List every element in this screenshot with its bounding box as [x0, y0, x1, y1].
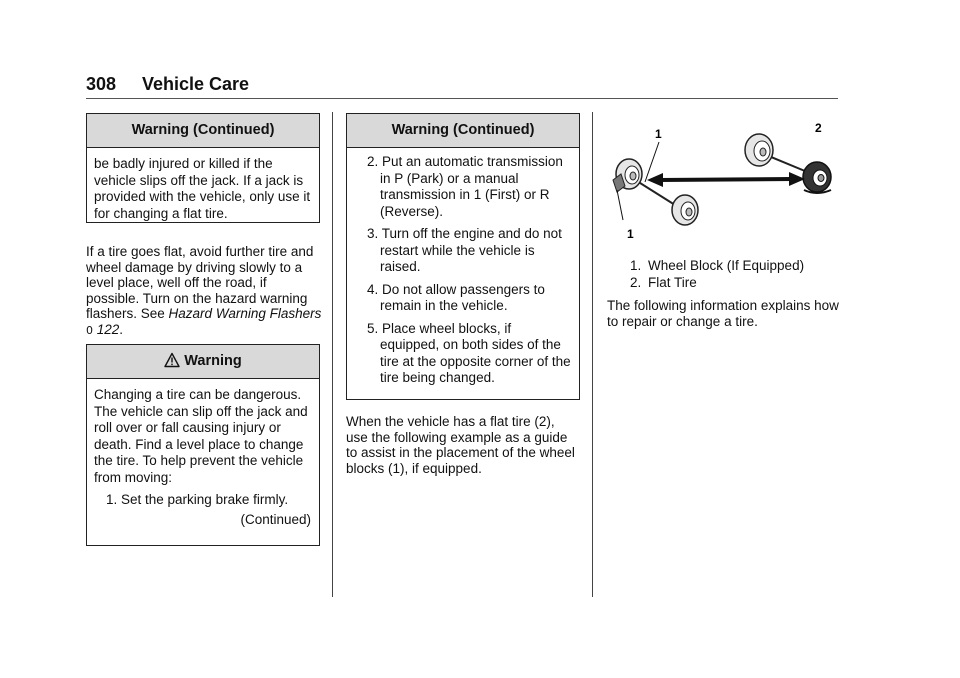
callout-2: 2	[815, 121, 822, 135]
page-number: 308	[86, 74, 117, 94]
warning-steps-list	[354, 154, 571, 387]
warning-continued-box-1	[86, 113, 320, 223]
page-header	[86, 72, 838, 99]
legend-label: Wheel Block (If Equipped)	[648, 258, 805, 273]
flat-tire-icon	[803, 162, 831, 193]
wheel-block-paragraph: When the vehicle has a flat tire (2), use the following example as a guide to assist in the placement of the wheel blocks (1), if equipped.	[346, 414, 575, 476]
legend-number: 1.	[630, 258, 642, 273]
hazard-flashers-link[interactable]: Hazard Warning Flashers	[168, 306, 322, 321]
caution-triangle-icon	[164, 352, 180, 368]
column-divider-1	[332, 112, 333, 597]
double-arrow-icon	[647, 172, 805, 187]
wheel-block-diagram	[607, 112, 839, 252]
warning-steps-body	[347, 148, 579, 399]
legend-item	[630, 275, 804, 291]
warning-continued-text: be badly injured or killed if the vehicle slips off the jack. If a jack is provided with the vehicle, only use it for changing a flat tire.	[94, 156, 311, 221]
warning-step: 5. Place wheel blocks, if equipped, on both sides of the tire at the opposite corner of the tire being changed.	[367, 320, 571, 385]
warning-body	[87, 379, 319, 534]
warning-step: 4. Do not allow passengers to remain in the vehicle.	[367, 281, 545, 313]
paragraph-end: .	[119, 321, 124, 337]
callout-1-top: 1	[655, 127, 662, 141]
rear-tire-icon	[745, 134, 773, 166]
warning-step: 3. Turn off the engine and do not restart while the vehicle is raised.	[367, 226, 562, 274]
paragraph-text: If a tire goes flat, avoid further tire and wheel damage by driving slowly to a level place, well off the road, if possible. Turn on the hazard warning flashers. See	[86, 244, 314, 321]
repair-info-paragraph: The following information explains how to repair or change a tire.	[607, 298, 839, 329]
warning-continued-heading: Warning (Continued)	[87, 114, 319, 148]
warning-text: Changing a tire can be dangerous. The vehicle can slip off the jack and roll over or fall causing injury or death. Find a level place to change the tire. To help prevent the vehicle from moving:	[94, 387, 308, 485]
continued-label: (Continued)	[240, 511, 311, 527]
wheel-block-illustration	[607, 112, 839, 252]
legend-label: Flat Tire	[648, 275, 697, 290]
figure-legend	[630, 258, 804, 292]
warning-heading: Warning	[184, 353, 242, 369]
warning-continued-heading-2: Warning (Continued)	[347, 114, 579, 148]
column-divider-2	[592, 112, 593, 597]
warning-step-1: 1. Set the parking brake firmly.	[106, 492, 289, 507]
page-ref-icon: 0	[86, 323, 93, 337]
legend-number: 2.	[630, 275, 642, 290]
flat-tire-paragraph	[86, 244, 322, 338]
warning-step: 2. Put an automatic transmission in P (Park) or a manual transmission in 1 (First) or R (Reverse).	[367, 154, 563, 219]
warning-continued-box-2	[346, 113, 580, 400]
callout-1-bottom: 1	[627, 227, 634, 241]
page-ref-number[interactable]: 122	[96, 321, 120, 337]
legend-item	[630, 258, 804, 274]
warning-heading-row	[87, 345, 319, 379]
front-tire-2-icon	[672, 195, 698, 225]
warning-box	[86, 344, 320, 546]
section-title: Vehicle Care	[142, 74, 250, 94]
